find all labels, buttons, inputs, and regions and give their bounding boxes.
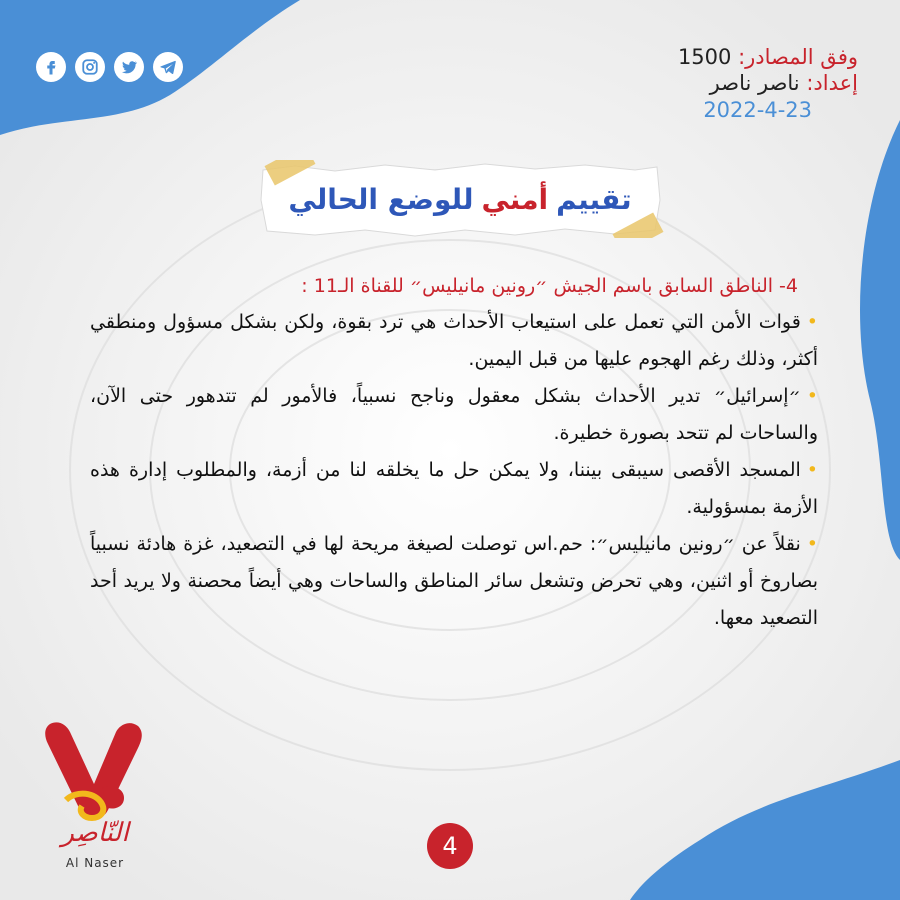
paragraph-text: قوات الأمن التي تعمل على استيعاب الأحداث هي ترد بقوة، ولكن بشكل مسؤول ومنطقي أكثر، وذلك رغم الهجوم عليها من قبل اليمين. [90,311,818,370]
section-heading: 4- الناطق السابق باسم الجيش ״رونين مانيليس״ للقناة الـ11 : [301,275,798,297]
author-value: ناصر ناصر [709,71,800,95]
bullet-icon: • [806,311,818,333]
instagram-icon[interactable] [75,52,105,82]
author-label: إعداد: [806,71,858,95]
title-banner [255,160,665,238]
paragraph-3 [90,452,818,526]
paragraph-text: ״إسرائيل״ تدير الأحداث بشكل معقول وناجح نسبياً، فالأمور لم تتدهور حتى الآن، والساحات لم تتحد بصورة خطيرة. [90,385,818,444]
publish-date: 2022-4-23 [703,98,812,122]
source-label: وفق المصادر: [738,45,858,69]
logo-english-text: Al Naser [65,856,125,870]
telegram-icon[interactable] [153,52,183,82]
bullet-icon: • [806,459,818,481]
page-number: 4 [427,823,473,869]
paragraph-text: نقلاً عن ״رونين مانيليس״: حم.اس توصلت لصيغة مريحة لها في التصعيد، غزة هادئة نسبياً بصاروخ أو اثنين، وهي تحرض وتشعل سائر المناطق والساحات وهي أيضاً محصنة ولا يريد أحد التصعيد معها. [90,533,818,629]
bullet-icon: • [806,533,818,555]
facebook-icon[interactable] [36,52,66,82]
title-part3: للوضع الحالي [288,182,474,216]
social-icons [36,52,183,82]
source-row [678,44,858,70]
title-part1: تقييم [556,182,632,216]
logo-arabic-text: النّاصِر [61,818,129,848]
title-part2: أمني [481,182,549,216]
bullet-icon: • [806,385,818,407]
paragraph-4 [90,526,818,637]
page-title [255,160,665,238]
meta-info [678,44,858,124]
paragraph-1 [90,304,818,378]
paragraph-text: المسجد الأقصى سيبقى بيننا، ولا يمكن حل ما يخلقه لنا من أزمة، والمطلوب إدارة هذه الأزمة بمسؤولية. [90,459,818,518]
author-row [678,70,858,96]
al-naser-logo-icon [36,718,156,878]
source-value: 1500 [677,45,732,69]
twitter-icon[interactable] [114,52,144,82]
paragraph-2 [90,378,818,452]
main-content [90,268,818,637]
